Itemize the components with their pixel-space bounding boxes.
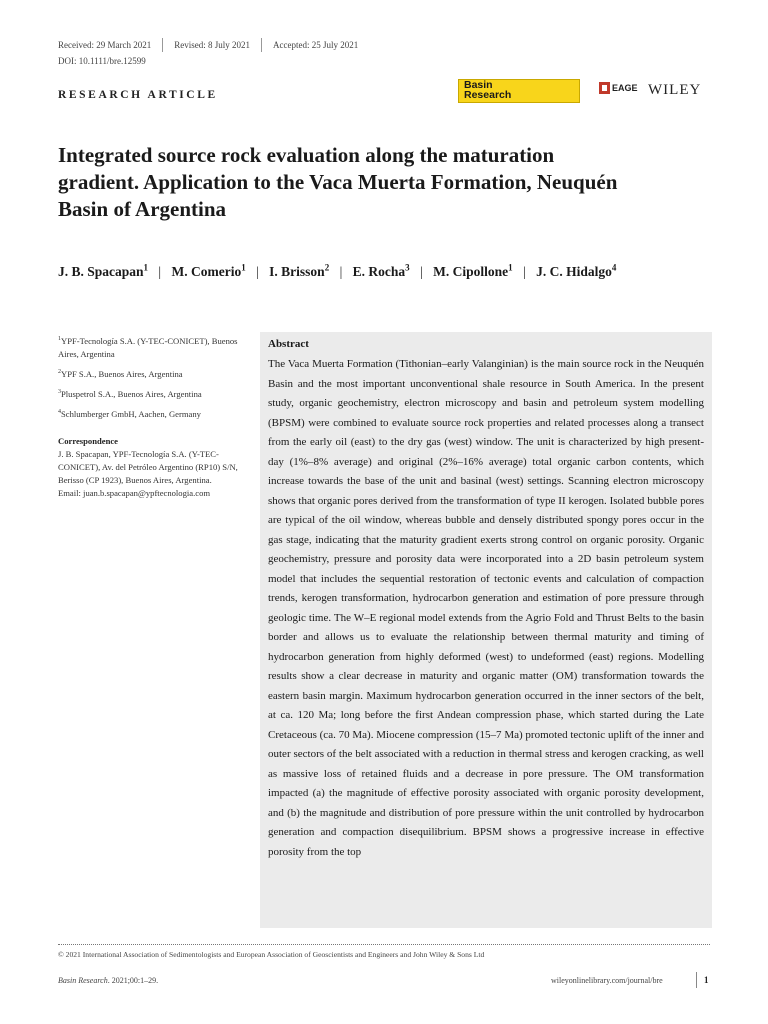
author-separator: | <box>420 263 423 279</box>
revised-date: Revised: 8 July 2021 <box>174 40 250 50</box>
affiliation-number: 1 <box>58 336 61 342</box>
author-affiliation-marker: 3 <box>405 262 410 272</box>
author-affiliation-marker: 4 <box>611 262 617 272</box>
paper-title: Integrated source rock evaluation along the maturation gradient. Application to the Vaca Muerta Formation, Neuquén Basin of Argentina <box>58 143 618 221</box>
citation-details: . 2021;00:1–29. <box>107 976 159 985</box>
author-name[interactable]: J. C. Hidalgo$^4$ <box>536 262 617 279</box>
affiliation-column <box>58 333 248 500</box>
article-dates <box>58 38 358 52</box>
abstract-box <box>260 332 712 928</box>
author-separator: | <box>158 263 162 279</box>
eage-label: EAGE <box>612 83 638 93</box>
affiliation-text: YPF-Tecnología S.A. (Y-TEC-CONICET), Buenos Aires, Argentina <box>58 335 238 359</box>
author-separator: | <box>256 263 259 279</box>
doi[interactable]: DOI: 10.1111/bre.12599 <box>58 56 146 66</box>
journal-name: Basin Research <box>58 976 108 985</box>
author-name[interactable]: J. B. Spacapan$^1$ <box>58 262 149 279</box>
correspondence-email[interactable]: Email: juan.b.spacapan@ypftecnologia.com <box>58 488 211 499</box>
affiliation <box>58 333 248 361</box>
affiliation-list <box>58 333 248 420</box>
affiliation <box>58 386 248 401</box>
author-name[interactable]: E. Rocha$^3$ <box>352 262 410 279</box>
affiliation-number: 3 <box>58 388 61 395</box>
received-date: Received: 29 March 2021 <box>58 40 152 50</box>
footer-separator <box>696 972 697 988</box>
date-divider <box>261 38 262 52</box>
page-number: 1 <box>704 975 709 985</box>
abstract-body: The Vaca Muerta Formation (Tithonian–early Valanginian) is the main source rock in the Neuquén Basin and the most important unconventional shale resource in South America. In the present study, organic geochemistry, electron microscopy and basin and petroleum system modelling (BPSM) were combined to evaluate source rock properties and related processes along a transect from the early oil (east) to the dry gas (west) window. The unit is characterized by high present-day (1%–8% average) and original (2%–16% average) total organic carbon contents, which increase towards the base of the unit and basinal (west) settings. Scanning electron microscopy shows that organic pores derived from the transformation of type II kerogen. Isolated bubble pores are typical of the oil window, whereas bubble and densely distributed spongy pores occur in the gas stage, indicating that the maturity gradient exerts strong control on organic porosity. Organic geochemistry, pressure and porosity data were incorporated into a 2D basin petroleum system model that includes the sequential restoration of tectonic events and calculation of compaction trends, kerogen transformation, hydrocarbon generation and estimation of pore pressure through geologic time. The W–E regional model extends from the Agrio Fold and Thrust Belts to the basin border and allows us to evaluate the relationship between thermal maturity and timing of hydrocarbon generation from highly deformed (west) to undeformed (east) regions. Modelling results show a clear decrease in maturity and organic matter (OM) transformation towards the eastern basin margin. Maximum hydrocarbon generation occurred in the inner sectors of the belt, at ca. 120 Ma; long before the first Andean compression phase, which started during the Late Cretaceous (ca. 70 Ma). Miocene compression (15–7 Ma) promoted tectonic uplift of the inner and outer sectors of the belt associated with a reduction in thermal stress and kerogen cracking, as well as massive loss of retained fluids and a decrease in pore pressure. The OM transformation impacted (a) the magnitude of effective porosity associated with organic porosity development, and (b) the magnitude and distribution of pore pressure within the unit controlled by hydrocarbon generation and compaction disequilibrium. BPSM shows a progressive increase in effective porosity from the top <box>268 358 704 858</box>
author-name[interactable]: M. Comerio$^1$ <box>171 262 246 279</box>
correspondence-text: J. B. Spacapan, YPF-Tecnología S.A. (Y-TEC-CONICET), Av. del Petróleo Argentino (RP10) S/N, Berisso (CP 1923), Buenos Aires, Argentina. <box>58 449 238 486</box>
publisher-logo: WILEY <box>648 82 702 98</box>
author-list <box>58 256 658 283</box>
author-name[interactable]: I. Brisson$^2$ <box>269 262 330 279</box>
date-divider <box>162 38 163 52</box>
author-separator: | <box>339 263 343 279</box>
affiliation-text: YPF S.A., Buenos Aires, Argentina <box>61 368 183 379</box>
accepted-date: Accepted: 25 July 2021 <box>272 40 359 50</box>
affiliation-number: 2 <box>58 368 61 375</box>
author-separator: | <box>523 263 526 279</box>
affiliation <box>58 366 248 381</box>
affiliation-number: 4 <box>58 408 61 415</box>
author-affiliation-marker: 1 <box>241 262 246 272</box>
author-affiliation-marker: 2 <box>324 262 330 272</box>
copyright-notice: © 2021 International Association of Sedimentologists and European Association of Geoscientists and Engineers and John Wiley & Sons Ltd <box>58 950 485 959</box>
affiliation-text: Schlumberger GmbH, Aachen, Germany <box>61 408 201 419</box>
article-type: RESEARCH ARTICLE <box>58 89 218 101</box>
author-affiliation-marker: 1 <box>508 262 513 272</box>
journal-citation <box>58 976 158 985</box>
author-affiliation-marker: 1 <box>143 262 149 272</box>
footer-divider <box>58 944 710 945</box>
journal-logo <box>458 79 580 103</box>
correspondence-heading: Correspondence <box>58 436 118 447</box>
author-name[interactable]: M. Cipollone$^1$ <box>433 262 513 279</box>
journal-logo-text: Basin Research <box>464 79 512 101</box>
eage-logo-icon <box>599 82 610 94</box>
abstract-heading: Abstract <box>268 338 309 350</box>
affiliation <box>58 406 248 421</box>
journal-url[interactable]: wileyonlinelibrary.com/journal/bre <box>551 976 663 985</box>
affiliation-text: Pluspetrol S.A., Buenos Aires, Argentina <box>61 388 202 399</box>
